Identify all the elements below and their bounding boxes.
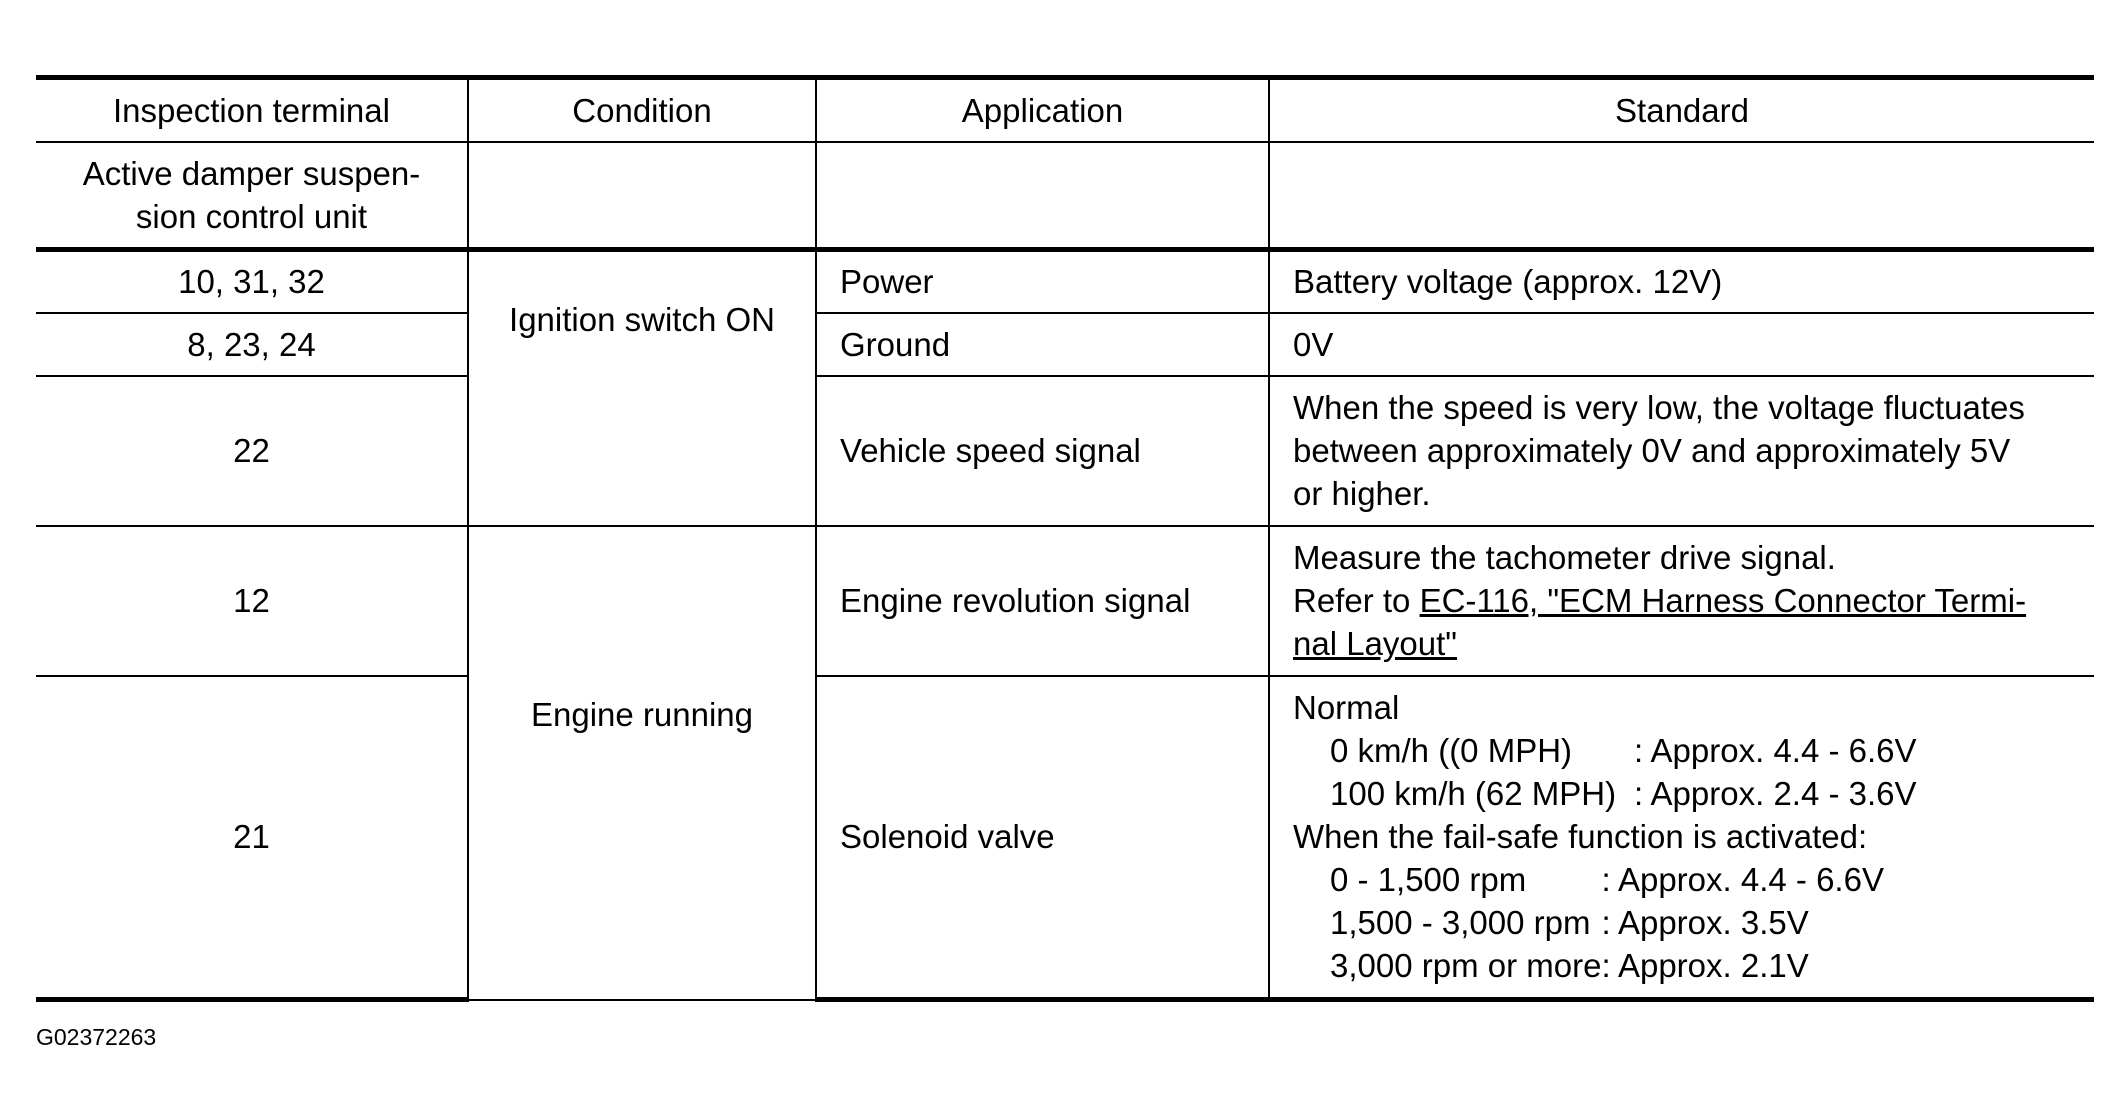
application-cell: Power	[816, 250, 1269, 313]
application-cell: Vehicle speed signal	[816, 376, 1269, 526]
condition-ignition-on: Ignition switch ON	[468, 250, 816, 526]
standard-cell	[1269, 676, 2094, 1000]
standard-line	[1293, 579, 2082, 622]
normal-values	[1293, 729, 2082, 815]
table-row	[36, 376, 2094, 526]
condition-engine-running-label: Engine running	[530, 696, 753, 733]
voltage-value: : Approx. 4.4 - 6.6V	[1634, 732, 1917, 770]
terminal-cell: 8, 23, 24	[36, 313, 468, 376]
subheader-line-1: Active damper suspen-	[82, 154, 421, 192]
subheader-empty-condition	[468, 142, 816, 250]
ecm-connector-link-cont[interactable]	[1293, 625, 1457, 662]
standard-line: When the speed is very low, the voltage fluctuates	[1293, 389, 2025, 426]
standard-line: or higher.	[1293, 475, 1431, 512]
rpm-label: 1,500 - 3,000 rpm	[1330, 904, 1591, 942]
table-header-row	[36, 78, 2094, 142]
failsafe-label: When the fail-safe function is activated:	[1293, 818, 1868, 856]
voltage-value: : Approx. 3.5V	[1601, 904, 1809, 942]
voltage-value: : Approx. 2.1V	[1601, 947, 1809, 985]
speed-label: 0 km/h ((0 MPH)	[1330, 732, 1573, 770]
link-text-line-2[interactable]: nal Layout"	[1293, 625, 1458, 662]
standard-cell	[1269, 376, 2094, 526]
application-cell: Solenoid valve	[816, 676, 1269, 1000]
voltage-value: : Approx. 4.4 - 6.6V	[1601, 861, 1884, 899]
terminal-cell: 21	[36, 676, 468, 1000]
standard-line: Measure the tachometer drive signal.	[1293, 539, 1836, 576]
header-application: Application	[816, 78, 1269, 142]
rpm-label: 3,000 rpm or more	[1330, 947, 1602, 985]
terminal-cell: 12	[36, 526, 468, 676]
normal-label: Normal	[1293, 689, 1400, 727]
speed-label: 100 km/h (62 MPH)	[1330, 775, 1617, 813]
header-standard: Standard	[1269, 78, 2094, 142]
application-cell: Ground	[816, 313, 1269, 376]
table-row	[36, 250, 2094, 313]
standard-line	[1293, 622, 2082, 665]
subheader-line-2: sion control unit	[135, 197, 368, 235]
standard-cell	[1269, 526, 2094, 676]
standard-cell: Battery voltage (approx. 12V)	[1269, 250, 2094, 313]
terminal-cell: 22	[36, 376, 468, 526]
table-row	[36, 676, 2094, 1000]
rpm-label: 0 - 1,500 rpm	[1330, 861, 1527, 899]
subheader-empty-standard	[1269, 142, 2094, 250]
subheader-empty-application	[816, 142, 1269, 250]
condition-engine-running	[468, 526, 816, 1000]
inspection-table	[36, 75, 2094, 1002]
header-condition: Condition	[468, 78, 816, 142]
failsafe-values	[1293, 858, 2082, 987]
table-row	[36, 526, 2094, 676]
table-row	[36, 313, 2094, 376]
voltage-value: : Approx. 2.4 - 3.6V	[1634, 775, 1917, 813]
application-cell: Engine revolution signal	[816, 526, 1269, 676]
terminal-cell: 10, 31, 32	[36, 250, 468, 313]
link-text-line-1[interactable]: EC-116, "ECM Harness Connector Termi-	[1419, 582, 2027, 619]
table-subheader-row	[36, 142, 2094, 250]
subheader-control-unit	[36, 142, 468, 250]
refer-prefix: Refer to	[1293, 582, 1420, 619]
standard-line: between approximately 0V and approximately 5V	[1293, 432, 2011, 469]
standard-cell: 0V	[1269, 313, 2094, 376]
ecm-connector-link[interactable]	[1420, 582, 2027, 619]
header-inspection-terminal: Inspection terminal	[36, 78, 468, 142]
figure-id: G02372263	[36, 1024, 157, 1050]
inspection-table-container	[36, 75, 2094, 1002]
